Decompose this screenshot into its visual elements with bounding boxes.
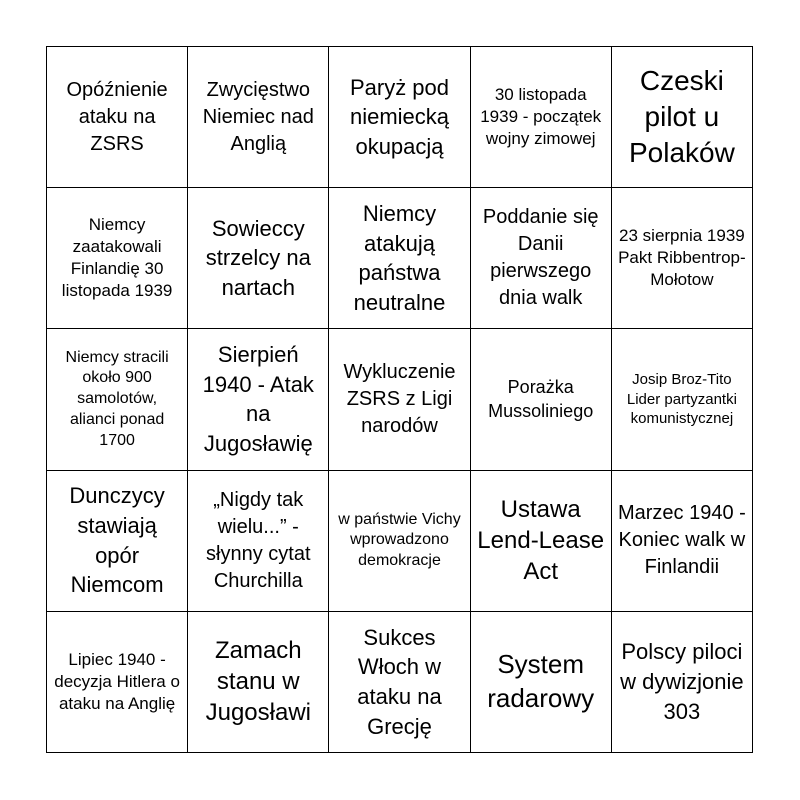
bingo-cell[interactable] bbox=[47, 612, 188, 753]
bingo-cell-text: 23 sierpnia 1939 Pakt Ribbentrop-Mołotow bbox=[618, 226, 746, 290]
bingo-cell[interactable] bbox=[188, 188, 329, 329]
bingo-cell-text: Niemcy zaatakowali Finlandię 30 listopada 1939 bbox=[61, 215, 173, 301]
bingo-cell[interactable] bbox=[471, 471, 612, 612]
bingo-cell-text: Sierpień 1940 - Atak na Jugosławię bbox=[202, 342, 314, 457]
bingo-cell-text: Opóźnienie ataku na ZSRS bbox=[66, 78, 168, 155]
bingo-cell[interactable] bbox=[47, 188, 188, 329]
bingo-cell[interactable] bbox=[612, 329, 753, 470]
bingo-cell[interactable] bbox=[471, 47, 612, 188]
bingo-cell[interactable] bbox=[612, 471, 753, 612]
bingo-cell-text: w państwie Vichy wprowadzono demokracje bbox=[338, 510, 461, 570]
bingo-cell[interactable] bbox=[612, 47, 753, 188]
bingo-cell-text: 30 listopada 1939 - początek wojny zimowej bbox=[480, 84, 602, 149]
bingo-cell-text: Wykluczenie ZSRS z Ligi narodów bbox=[343, 360, 456, 437]
bingo-cell-text: Poddanie się Danii pierwszego dnia walk bbox=[482, 206, 599, 310]
bingo-cell-text: Lipiec 1940 - decyzja Hitlera o ataku na Anglię bbox=[54, 649, 180, 713]
bingo-cell[interactable] bbox=[329, 329, 470, 470]
bingo-cell-text: Dunczycy stawiają opór Niemcom bbox=[69, 483, 165, 598]
bingo-cell[interactable] bbox=[329, 188, 470, 329]
bingo-cell-text: Porażka Mussoliniego bbox=[488, 377, 594, 422]
bingo-cell-text: Niemcy stracili około 900 samolotów, alianci ponad 1700 bbox=[65, 348, 169, 449]
bingo-cell-text: Paryż pod niemiecką okupacją bbox=[349, 74, 450, 159]
bingo-cell-text: Marzec 1940 - Koniec walk w Finlandii bbox=[617, 502, 746, 579]
bingo-cell[interactable] bbox=[612, 188, 753, 329]
bingo-cell-text: Polscy piloci w dywizjonie 303 bbox=[620, 639, 744, 724]
bingo-cell[interactable] bbox=[47, 471, 188, 612]
bingo-cell[interactable] bbox=[188, 47, 329, 188]
bingo-cell[interactable] bbox=[188, 471, 329, 612]
bingo-cell-text: Ustawa Lend-Lease Act bbox=[477, 495, 605, 586]
bingo-cell[interactable] bbox=[329, 612, 470, 753]
bingo-cell-text: Zwycięstwo Niemiec nad Anglią bbox=[202, 78, 314, 155]
bingo-cell-text: Sukces Włoch w ataku na Grecję bbox=[357, 624, 442, 739]
bingo-cell[interactable] bbox=[47, 329, 188, 470]
bingo-cell[interactable] bbox=[329, 471, 470, 612]
bingo-cell-text: Czeski pilot u Polaków bbox=[628, 64, 735, 169]
bingo-cell-text: Niemcy atakują państwa neutralne bbox=[353, 200, 446, 315]
bingo-cell[interactable] bbox=[329, 47, 470, 188]
bingo-cell[interactable] bbox=[471, 329, 612, 470]
bingo-cell[interactable] bbox=[471, 188, 612, 329]
bingo-card bbox=[46, 46, 753, 753]
bingo-cell-text: Josip Broz-Tito Lider partyzantki komunistycznej bbox=[626, 371, 737, 428]
bingo-cell-text: Zamach stanu w Jugosławi bbox=[205, 637, 311, 727]
bingo-cell[interactable] bbox=[188, 612, 329, 753]
bingo-cell[interactable] bbox=[471, 612, 612, 753]
bingo-cell-text: System radarowy bbox=[487, 649, 595, 713]
bingo-cell-text: Sowieccy strzelcy na nartach bbox=[205, 215, 311, 301]
bingo-cell-text: „Nigdy tak wielu...” - słynny cytat Churchilla bbox=[206, 488, 311, 592]
bingo-cell[interactable] bbox=[612, 612, 753, 753]
bingo-cell[interactable] bbox=[188, 329, 329, 470]
bingo-cell[interactable] bbox=[47, 47, 188, 188]
